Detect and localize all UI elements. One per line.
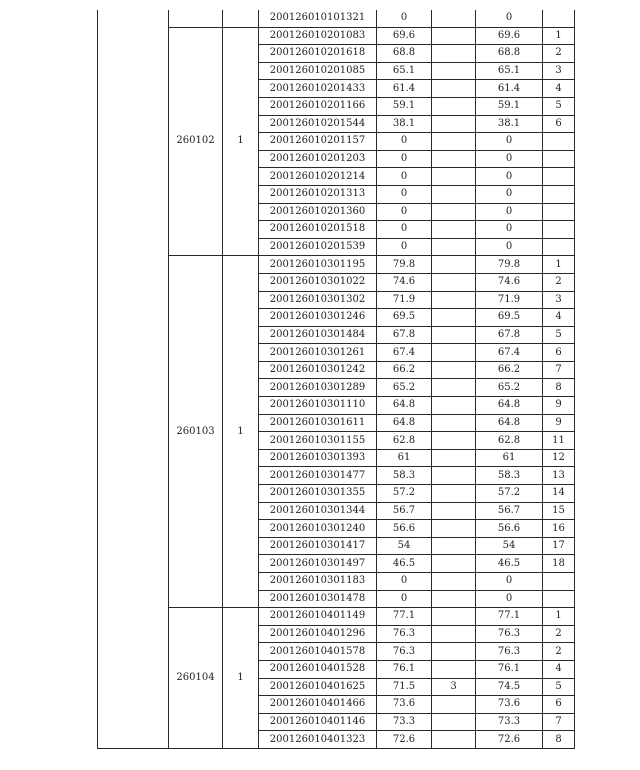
- bonus-points-cell: [432, 133, 476, 151]
- bonus-points-cell: [432, 731, 476, 749]
- bonus-points-cell: [432, 238, 476, 256]
- candidate-id-cell: 200126010201313: [259, 185, 377, 203]
- score-table: [97, 10, 575, 749]
- total-score-cell: 0: [476, 238, 543, 256]
- bonus-points-cell: [432, 326, 476, 344]
- rank-cell: [543, 168, 575, 186]
- bonus-points-cell: [432, 414, 476, 432]
- exam-score-cell: 76.3: [377, 625, 432, 643]
- rank-cell: [543, 10, 575, 27]
- rank-cell: [543, 150, 575, 168]
- bonus-points-cell: [432, 221, 476, 239]
- candidate-id-cell: 200126010401323: [259, 731, 377, 749]
- bonus-points-cell: [432, 27, 476, 45]
- rank-cell: [543, 221, 575, 239]
- total-score-cell: 58.3: [476, 467, 543, 485]
- bonus-points-cell: [432, 97, 476, 115]
- bonus-points-cell: [432, 203, 476, 221]
- exam-score-cell: 65.2: [377, 379, 432, 397]
- bonus-points-cell: [432, 10, 476, 27]
- candidate-id-cell: 200126010301417: [259, 537, 377, 555]
- total-score-cell: 73.3: [476, 713, 543, 731]
- rank-cell: 9: [543, 397, 575, 415]
- exam-score-cell: 73.3: [377, 713, 432, 731]
- exam-score-cell: 64.8: [377, 414, 432, 432]
- candidate-id-cell: 200126010401146: [259, 713, 377, 731]
- exam-score-cell: 65.1: [377, 62, 432, 80]
- candidate-id-cell: 200126010301611: [259, 414, 377, 432]
- exam-score-cell: 64.8: [377, 397, 432, 415]
- exam-score-cell: 0: [377, 168, 432, 186]
- bonus-points-cell: 3: [432, 678, 476, 696]
- rank-cell: 1: [543, 27, 575, 45]
- exam-score-cell: 46.5: [377, 555, 432, 573]
- total-score-cell: 77.1: [476, 608, 543, 626]
- candidate-id-cell: 200126010401296: [259, 625, 377, 643]
- total-score-cell: 0: [476, 185, 543, 203]
- exam-score-cell: 76.3: [377, 643, 432, 661]
- candidate-id-cell: 200126010301246: [259, 309, 377, 327]
- position-code-cell: 260103: [169, 256, 223, 608]
- rank-cell: 15: [543, 502, 575, 520]
- exam-score-cell: 56.7: [377, 502, 432, 520]
- total-score-cell: 71.9: [476, 291, 543, 309]
- total-score-cell: 56.7: [476, 502, 543, 520]
- rank-cell: [543, 590, 575, 608]
- rank-cell: 2: [543, 643, 575, 661]
- bonus-points-cell: [432, 537, 476, 555]
- rank-cell: [543, 203, 575, 221]
- candidate-id-cell: 200126010301477: [259, 467, 377, 485]
- bonus-points-cell: [432, 467, 476, 485]
- hire-count-cell: 1: [223, 27, 259, 256]
- exam-score-cell: 0: [377, 221, 432, 239]
- position-code-cell: [169, 10, 223, 27]
- candidate-id-cell: 200126010201085: [259, 62, 377, 80]
- exam-score-cell: 71.9: [377, 291, 432, 309]
- rank-cell: 11: [543, 432, 575, 450]
- rank-cell: 3: [543, 291, 575, 309]
- total-score-cell: 38.1: [476, 115, 543, 133]
- hire-count-cell: [223, 10, 259, 27]
- total-score-cell: 72.6: [476, 731, 543, 749]
- rank-cell: 2: [543, 625, 575, 643]
- total-score-cell: 69.6: [476, 27, 543, 45]
- total-score-cell: 59.1: [476, 97, 543, 115]
- candidate-id-cell: 200126010401578: [259, 643, 377, 661]
- rank-cell: 7: [543, 361, 575, 379]
- bonus-points-cell: [432, 485, 476, 503]
- total-score-cell: 76.3: [476, 643, 543, 661]
- hire-count-cell: 1: [223, 608, 259, 749]
- rank-cell: 8: [543, 379, 575, 397]
- exam-score-cell: 72.6: [377, 731, 432, 749]
- rank-cell: 1: [543, 608, 575, 626]
- candidate-id-cell: 200126010201157: [259, 133, 377, 151]
- total-score-cell: 74.5: [476, 678, 543, 696]
- candidate-id-cell: 200126010301484: [259, 326, 377, 344]
- candidate-id-cell: 200126010301110: [259, 397, 377, 415]
- rank-cell: 5: [543, 97, 575, 115]
- bonus-points-cell: [432, 115, 476, 133]
- candidate-id-cell: 200126010301240: [259, 520, 377, 538]
- candidate-id-cell: 200126010301289: [259, 379, 377, 397]
- bonus-points-cell: [432, 291, 476, 309]
- table-row: [98, 27, 575, 45]
- rank-cell: 4: [543, 660, 575, 678]
- bonus-points-cell: [432, 643, 476, 661]
- bonus-points-cell: [432, 696, 476, 714]
- candidate-id-cell: 200126010301155: [259, 432, 377, 450]
- bonus-points-cell: [432, 256, 476, 274]
- candidate-id-cell: 200126010301242: [259, 361, 377, 379]
- rank-cell: 4: [543, 309, 575, 327]
- total-score-cell: 65.1: [476, 62, 543, 80]
- bonus-points-cell: [432, 185, 476, 203]
- candidate-id-cell: 200126010301183: [259, 573, 377, 591]
- exam-score-cell: 58.3: [377, 467, 432, 485]
- rank-cell: 14: [543, 485, 575, 503]
- rank-cell: 2: [543, 45, 575, 63]
- bonus-points-cell: [432, 62, 476, 80]
- exam-score-cell: 79.8: [377, 256, 432, 274]
- total-score-cell: 57.2: [476, 485, 543, 503]
- candidate-id-cell: 200126010301261: [259, 344, 377, 362]
- total-score-cell: 54: [476, 537, 543, 555]
- rank-cell: 3: [543, 62, 575, 80]
- exam-score-cell: 59.1: [377, 97, 432, 115]
- candidate-id-cell: 200126010201203: [259, 150, 377, 168]
- candidate-id-cell: 200126010201214: [259, 168, 377, 186]
- bonus-points-cell: [432, 590, 476, 608]
- rank-cell: 16: [543, 520, 575, 538]
- bonus-points-cell: [432, 713, 476, 731]
- exam-score-cell: 38.1: [377, 115, 432, 133]
- exam-score-cell: 54: [377, 537, 432, 555]
- candidate-id-cell: 200126010201518: [259, 221, 377, 239]
- total-score-cell: 0: [476, 221, 543, 239]
- exam-score-cell: 69.5: [377, 309, 432, 327]
- rank-cell: 4: [543, 80, 575, 98]
- score-table-body: [98, 10, 575, 748]
- rank-cell: 7: [543, 713, 575, 731]
- candidate-id-cell: 200126010301497: [259, 555, 377, 573]
- exam-score-cell: 76.1: [377, 660, 432, 678]
- exam-score-cell: 69.6: [377, 27, 432, 45]
- bonus-points-cell: [432, 45, 476, 63]
- total-score-cell: 62.8: [476, 432, 543, 450]
- candidate-id-cell: 200126010401625: [259, 678, 377, 696]
- outer-group-cell: [98, 10, 169, 748]
- rank-cell: [543, 185, 575, 203]
- bonus-points-cell: [432, 309, 476, 327]
- bonus-points-cell: [432, 273, 476, 291]
- exam-score-cell: 73.6: [377, 696, 432, 714]
- rank-cell: 5: [543, 326, 575, 344]
- total-score-cell: 65.2: [476, 379, 543, 397]
- candidate-id-cell: 200126010401149: [259, 608, 377, 626]
- bonus-points-cell: [432, 432, 476, 450]
- total-score-cell: 0: [476, 203, 543, 221]
- candidate-id-cell: 200126010401528: [259, 660, 377, 678]
- rank-cell: [543, 238, 575, 256]
- rank-cell: 2: [543, 273, 575, 291]
- candidate-id-cell: 200126010101321: [259, 10, 377, 27]
- candidate-id-cell: 200126010301355: [259, 485, 377, 503]
- total-score-cell: 0: [476, 573, 543, 591]
- exam-score-cell: 0: [377, 573, 432, 591]
- table-row: [98, 608, 575, 626]
- exam-score-cell: 62.8: [377, 432, 432, 450]
- bonus-points-cell: [432, 573, 476, 591]
- rank-cell: 6: [543, 344, 575, 362]
- bonus-points-cell: [432, 449, 476, 467]
- candidate-id-cell: 200126010201539: [259, 238, 377, 256]
- bonus-points-cell: [432, 397, 476, 415]
- candidate-id-cell: 200126010301302: [259, 291, 377, 309]
- rank-cell: 9: [543, 414, 575, 432]
- exam-score-cell: 71.5: [377, 678, 432, 696]
- candidate-id-cell: 200126010301195: [259, 256, 377, 274]
- rank-cell: 13: [543, 467, 575, 485]
- candidate-id-cell: 200126010201433: [259, 80, 377, 98]
- total-score-cell: 0: [476, 168, 543, 186]
- exam-score-cell: 74.6: [377, 273, 432, 291]
- exam-score-cell: 57.2: [377, 485, 432, 503]
- total-score-cell: 74.6: [476, 273, 543, 291]
- bonus-points-cell: [432, 379, 476, 397]
- exam-score-cell: 77.1: [377, 608, 432, 626]
- candidate-id-cell: 200126010301393: [259, 449, 377, 467]
- candidate-id-cell: 200126010201544: [259, 115, 377, 133]
- total-score-cell: 66.2: [476, 361, 543, 379]
- total-score-cell: 67.8: [476, 326, 543, 344]
- total-score-cell: 68.8: [476, 45, 543, 63]
- exam-score-cell: 66.2: [377, 361, 432, 379]
- rank-cell: 17: [543, 537, 575, 555]
- total-score-cell: 79.8: [476, 256, 543, 274]
- exam-score-cell: 67.4: [377, 344, 432, 362]
- total-score-cell: 56.6: [476, 520, 543, 538]
- position-code-cell: 260102: [169, 27, 223, 256]
- candidate-id-cell: 200126010201618: [259, 45, 377, 63]
- total-score-cell: 76.1: [476, 660, 543, 678]
- bonus-points-cell: [432, 520, 476, 538]
- bonus-points-cell: [432, 344, 476, 362]
- candidate-id-cell: 200126010201166: [259, 97, 377, 115]
- total-score-cell: 0: [476, 150, 543, 168]
- exam-score-cell: 68.8: [377, 45, 432, 63]
- total-score-cell: 0: [476, 133, 543, 151]
- bonus-points-cell: [432, 625, 476, 643]
- rank-cell: 18: [543, 555, 575, 573]
- exam-score-cell: 0: [377, 185, 432, 203]
- candidate-id-cell: 200126010201360: [259, 203, 377, 221]
- exam-score-cell: 0: [377, 133, 432, 151]
- exam-score-cell: 61.4: [377, 80, 432, 98]
- bonus-points-cell: [432, 660, 476, 678]
- candidate-id-cell: 200126010401466: [259, 696, 377, 714]
- exam-score-cell: 0: [377, 590, 432, 608]
- bonus-points-cell: [432, 608, 476, 626]
- total-score-cell: 69.5: [476, 309, 543, 327]
- total-score-cell: 64.8: [476, 397, 543, 415]
- total-score-cell: 67.4: [476, 344, 543, 362]
- exam-score-cell: 0: [377, 238, 432, 256]
- rank-cell: 6: [543, 115, 575, 133]
- bonus-points-cell: [432, 361, 476, 379]
- exam-score-cell: 0: [377, 203, 432, 221]
- rank-cell: 12: [543, 449, 575, 467]
- bonus-points-cell: [432, 150, 476, 168]
- table-row: [98, 10, 575, 27]
- exam-score-cell: 0: [377, 10, 432, 27]
- exam-score-cell: 56.6: [377, 520, 432, 538]
- candidate-id-cell: 200126010301022: [259, 273, 377, 291]
- candidate-id-cell: 200126010201083: [259, 27, 377, 45]
- total-score-cell: 0: [476, 10, 543, 27]
- bonus-points-cell: [432, 502, 476, 520]
- exam-score-cell: 67.8: [377, 326, 432, 344]
- total-score-cell: 46.5: [476, 555, 543, 573]
- rank-cell: 8: [543, 731, 575, 749]
- position-code-cell: 260104: [169, 608, 223, 749]
- total-score-cell: 61: [476, 449, 543, 467]
- bonus-points-cell: [432, 80, 476, 98]
- rank-cell: [543, 133, 575, 151]
- candidate-id-cell: 200126010301478: [259, 590, 377, 608]
- hire-count-cell: 1: [223, 256, 259, 608]
- total-score-cell: 76.3: [476, 625, 543, 643]
- candidate-id-cell: 200126010301344: [259, 502, 377, 520]
- total-score-cell: 61.4: [476, 80, 543, 98]
- rank-cell: 5: [543, 678, 575, 696]
- rank-cell: 1: [543, 256, 575, 274]
- total-score-cell: 0: [476, 590, 543, 608]
- exam-score-cell: 0: [377, 150, 432, 168]
- bonus-points-cell: [432, 168, 476, 186]
- bonus-points-cell: [432, 555, 476, 573]
- rank-cell: [543, 573, 575, 591]
- exam-score-cell: 61: [377, 449, 432, 467]
- total-score-cell: 64.8: [476, 414, 543, 432]
- table-row: [98, 256, 575, 274]
- rank-cell: 6: [543, 696, 575, 714]
- total-score-cell: 73.6: [476, 696, 543, 714]
